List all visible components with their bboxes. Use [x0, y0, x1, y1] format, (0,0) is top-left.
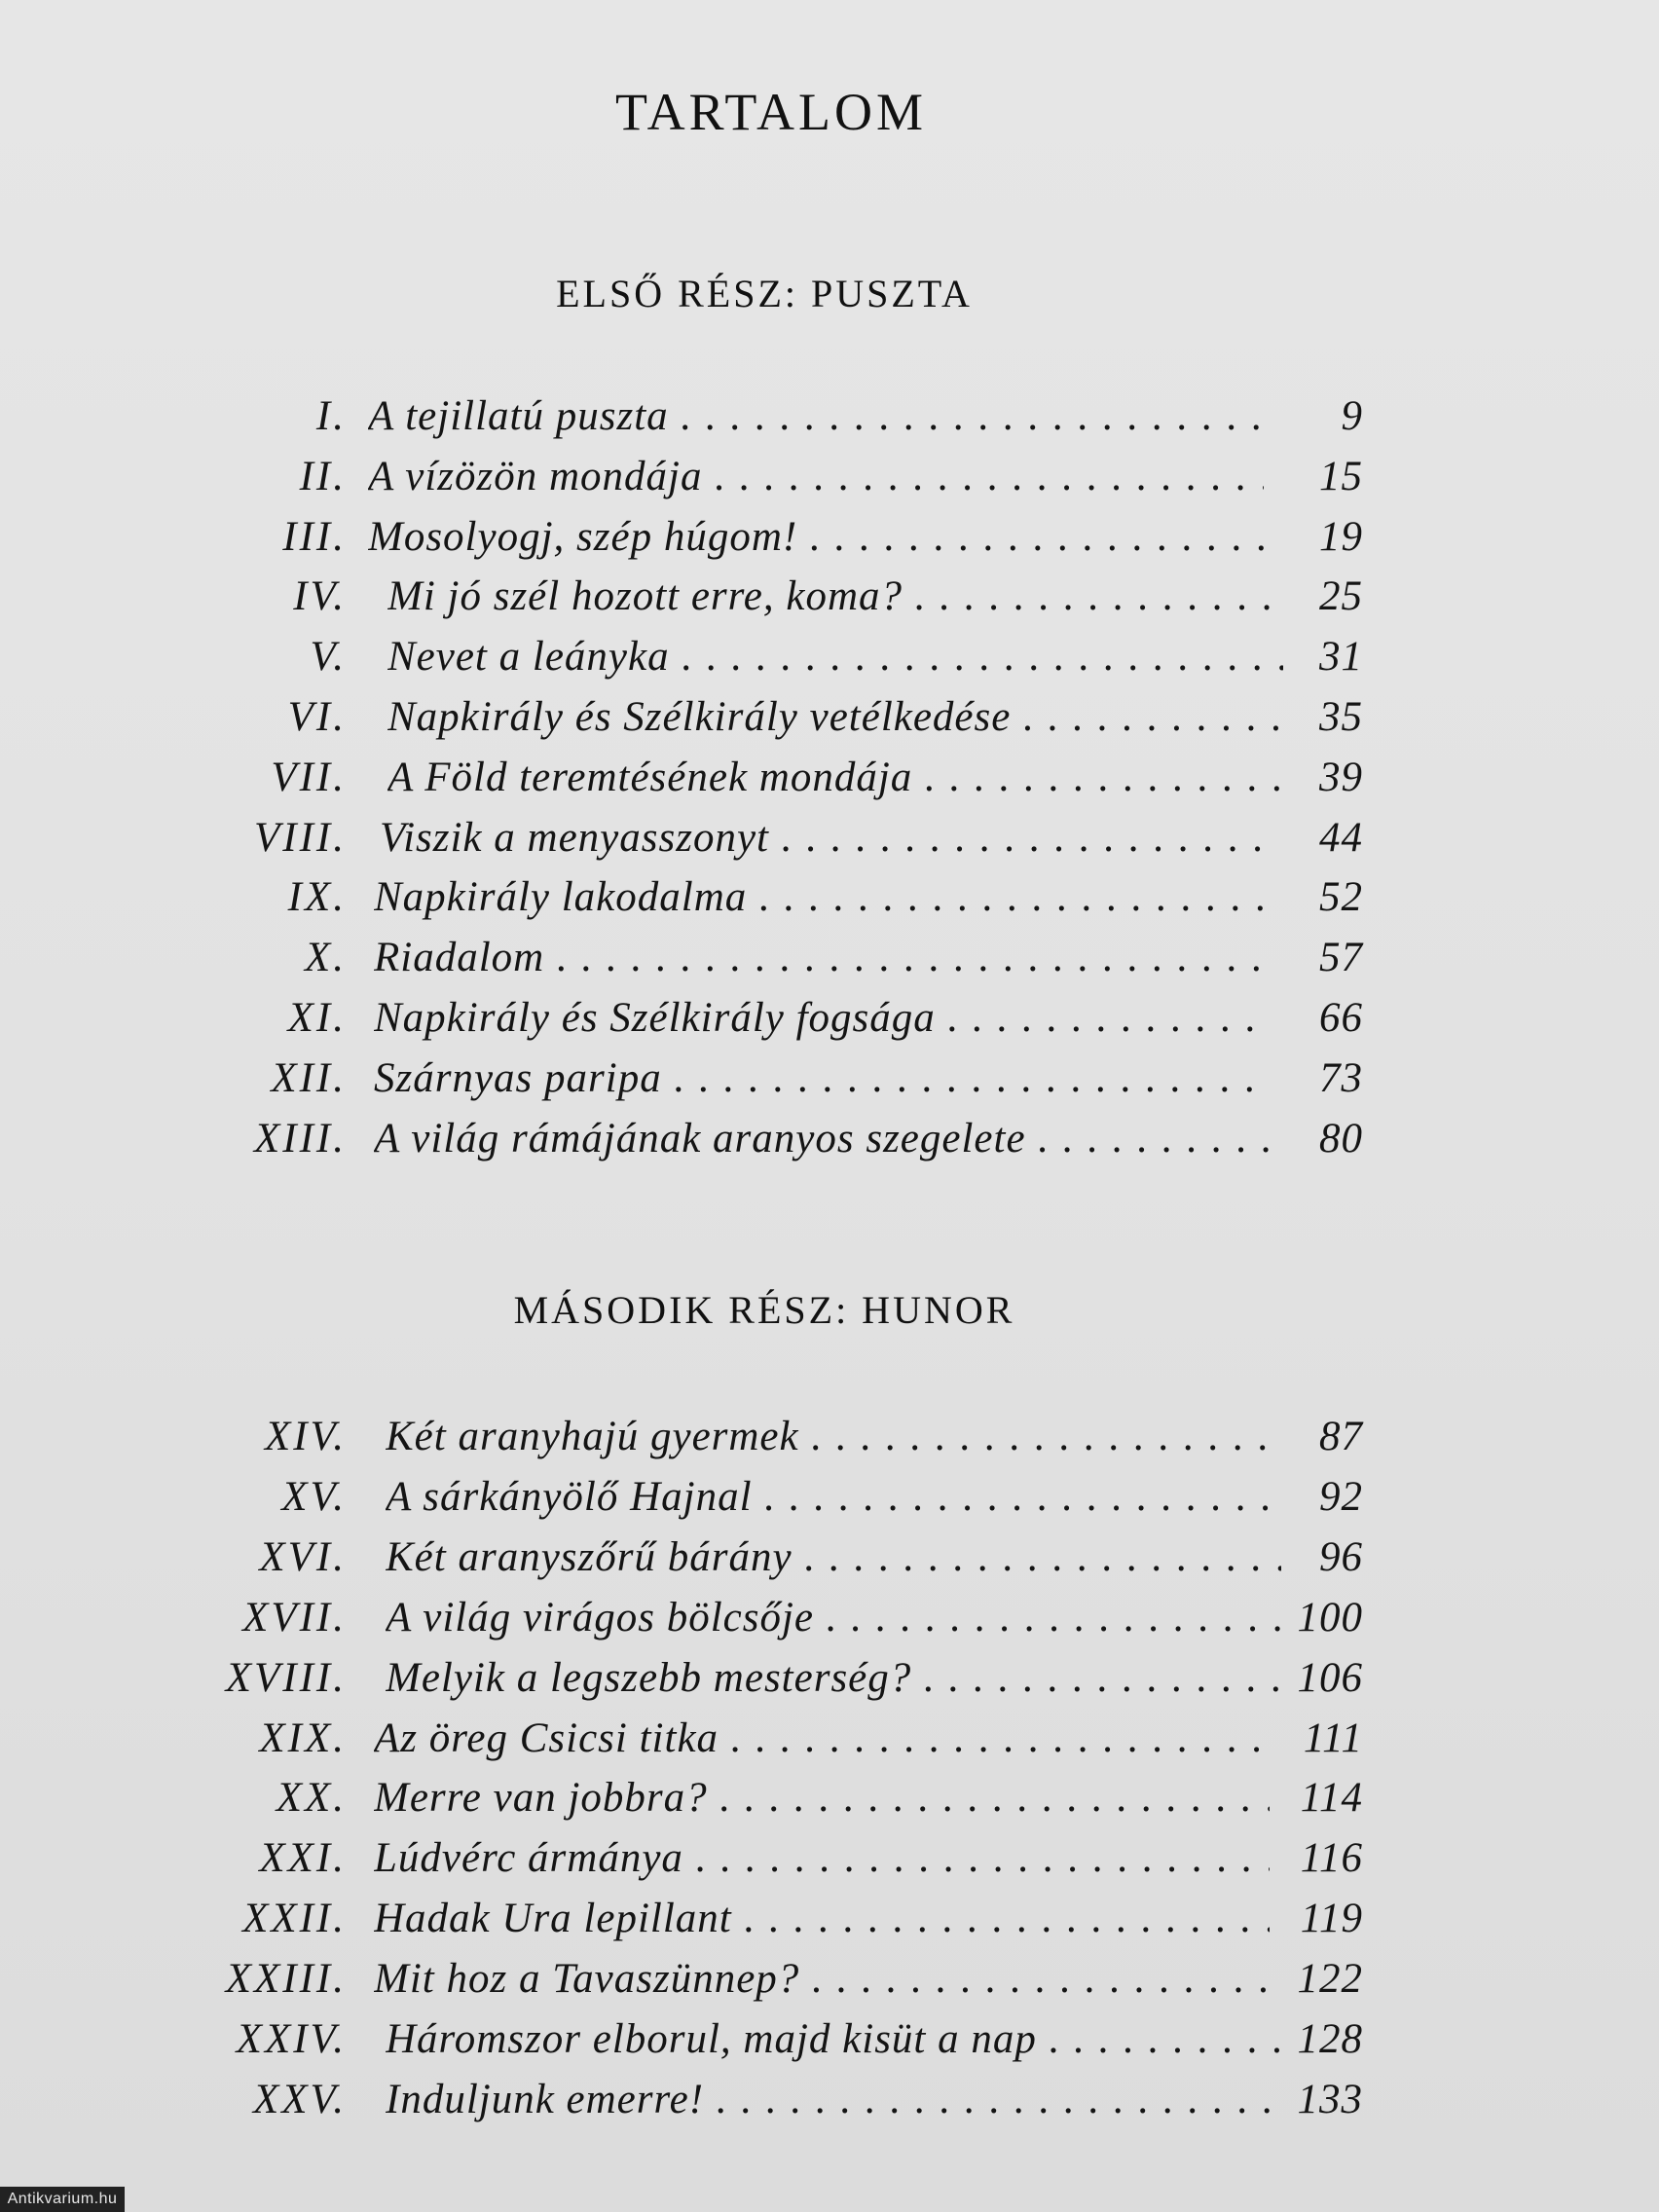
toc-entry[interactable] — [0, 2010, 1659, 2069]
chapter-title: Lúdvérc ármánya . . . — [374, 1829, 1270, 1888]
chapter-number: XIII. — [254, 1115, 347, 1161]
chapter-number: XIV. — [264, 1414, 347, 1459]
page-number: 57 — [1319, 935, 1363, 981]
chapter-number: VIII. — [254, 814, 347, 861]
page-number: 39 — [1319, 754, 1363, 800]
page-number: 19 — [1319, 513, 1363, 560]
chapter-number: XXIII. — [225, 1956, 347, 2003]
chapter-number: VII. — [271, 754, 347, 800]
chapter-title: Melyik a legszebb mesterség? . . . — [386, 1649, 1281, 1708]
toc-entry[interactable] — [0, 568, 1659, 626]
page-number: 128 — [1297, 2016, 1363, 2062]
page-number: 116 — [1300, 1835, 1363, 1882]
page-number: 111 — [1303, 1714, 1363, 1761]
page-number: 122 — [1297, 1956, 1363, 2003]
toc-entry[interactable] — [0, 1649, 1659, 1708]
toc-entry[interactable] — [0, 448, 1659, 506]
chapter-title: A világ virágos bölcsője . . . — [386, 1589, 1281, 1647]
page-number: 9 — [1341, 393, 1363, 439]
watermark: Antikvarium.hu — [0, 2187, 125, 2212]
page-number: 44 — [1319, 814, 1363, 861]
chapter-title: Mi jó szél hozott erre, koma? . . . — [387, 568, 1283, 626]
toc-entry[interactable] — [0, 749, 1659, 807]
section-heading-first: ELSŐ RÉSZ: PUSZTA — [556, 272, 973, 315]
chapter-title: A vízözön mondája . . . — [368, 448, 1264, 506]
chapter-title: Két aranyszőrű bárány . . . — [386, 1529, 1281, 1587]
page-number: 119 — [1300, 1896, 1363, 1942]
page-number: 66 — [1319, 995, 1363, 1041]
chapter-number: XXI. — [259, 1835, 347, 1882]
chapter-title: Háromszor elborul, majd kisüt a nap . . . — [386, 2010, 1281, 2069]
chapter-title: Napkirály lakodalma . . . — [374, 868, 1270, 927]
chapter-number: II. — [299, 453, 347, 499]
chapter-number: XX. — [276, 1775, 347, 1822]
chapter-title: Két aranyhajú gyermek . . . — [386, 1408, 1281, 1466]
chapter-number: XVI. — [259, 1533, 347, 1580]
chapter-number: III. — [282, 513, 347, 560]
chapter-number: IX. — [287, 874, 347, 921]
chapter-number: I. — [315, 393, 347, 439]
page-number: 52 — [1319, 874, 1363, 921]
toc-entry[interactable] — [0, 1529, 1659, 1587]
chapter-title: Szárnyas paripa . . . — [374, 1050, 1270, 1108]
chapter-number: X. — [304, 935, 347, 981]
page-number: 100 — [1297, 1594, 1363, 1641]
chapter-title: Hadak Ura lepillant . . . — [374, 1890, 1270, 1948]
page-title: TARTALOM — [614, 83, 928, 141]
chapter-title: Mosolyogj, szép húgom! . . . — [368, 508, 1264, 567]
chapter-number: XII. — [271, 1054, 347, 1101]
chapter-title: A tejillatú puszta . . . — [368, 387, 1264, 446]
toc-entry[interactable] — [0, 628, 1659, 686]
toc-entry[interactable] — [0, 2071, 1659, 2129]
chapter-title: Nevet a leányka . . . — [387, 628, 1283, 686]
chapter-number: XXIV. — [236, 2016, 347, 2062]
chapter-number: V. — [310, 634, 347, 681]
toc-entry[interactable] — [0, 1468, 1659, 1527]
toc-entry[interactable] — [0, 1110, 1659, 1168]
page-number: 114 — [1300, 1775, 1363, 1822]
chapter-number: VI. — [287, 694, 347, 740]
chapter-number: XXII. — [242, 1896, 347, 1942]
toc-entry[interactable] — [0, 929, 1659, 987]
page-number: 31 — [1319, 634, 1363, 681]
toc-entry[interactable] — [0, 1589, 1659, 1647]
chapter-title: Viszik a menyasszonyt . . . — [380, 809, 1275, 867]
chapter-title: Az öreg Csicsi titka . . . — [374, 1710, 1270, 1768]
toc-entry[interactable] — [0, 1950, 1659, 2009]
chapter-number: XV. — [281, 1473, 347, 1520]
toc-entry[interactable] — [0, 989, 1659, 1048]
page-number: 73 — [1319, 1054, 1363, 1101]
chapter-title: A sárkányölő Hajnal . . . — [386, 1468, 1281, 1527]
toc-entry[interactable] — [0, 1050, 1659, 1108]
page-number: 80 — [1319, 1115, 1363, 1161]
chapter-title: A Föld teremtésének mondája . . . — [387, 749, 1283, 807]
toc-entry[interactable] — [0, 688, 1659, 747]
chapter-number: XVII. — [242, 1594, 347, 1641]
chapter-title: A világ rámájának aranyos szegelete . . . — [374, 1110, 1270, 1168]
page-number: 92 — [1319, 1473, 1363, 1520]
page-number: 35 — [1319, 694, 1363, 740]
page-number: 133 — [1297, 2076, 1363, 2122]
page-number: 25 — [1319, 573, 1363, 620]
toc-entry[interactable] — [0, 1710, 1659, 1768]
chapter-title: Riadalom . . . — [374, 929, 1270, 987]
chapter-number: IV. — [293, 573, 347, 620]
chapter-title: Induljunk emerre! . . . — [386, 2071, 1281, 2129]
page-number: 87 — [1319, 1414, 1363, 1459]
chapter-title: Napkirály és Szélkirály vetélkedése . . . — [387, 688, 1283, 747]
toc-entry[interactable] — [0, 1890, 1659, 1948]
toc-entry[interactable] — [0, 508, 1659, 567]
toc-entry[interactable] — [0, 1829, 1659, 1888]
page-number: 106 — [1297, 1654, 1363, 1701]
page-number: 96 — [1319, 1533, 1363, 1580]
chapter-title: Merre van jobbra? . . . — [374, 1769, 1270, 1827]
chapter-number: XI. — [287, 995, 347, 1041]
toc-entry[interactable] — [0, 1769, 1659, 1827]
chapter-number: XXV. — [252, 2076, 347, 2122]
chapter-number: XVIII. — [225, 1654, 347, 1701]
toc-entry[interactable] — [0, 809, 1659, 867]
toc-entry[interactable] — [0, 1408, 1659, 1466]
chapter-number: XIX. — [259, 1714, 347, 1761]
section-heading-second: MÁSODIK RÉSZ: HUNOR — [513, 1288, 1015, 1332]
toc-entry[interactable] — [0, 387, 1659, 446]
toc-entry[interactable] — [0, 868, 1659, 927]
page-number: 15 — [1319, 453, 1363, 499]
chapter-title: Napkirály és Szélkirály fogsága . . . — [374, 989, 1270, 1048]
chapter-title: Mit hoz a Tavaszünnep? . . . — [374, 1950, 1270, 2009]
